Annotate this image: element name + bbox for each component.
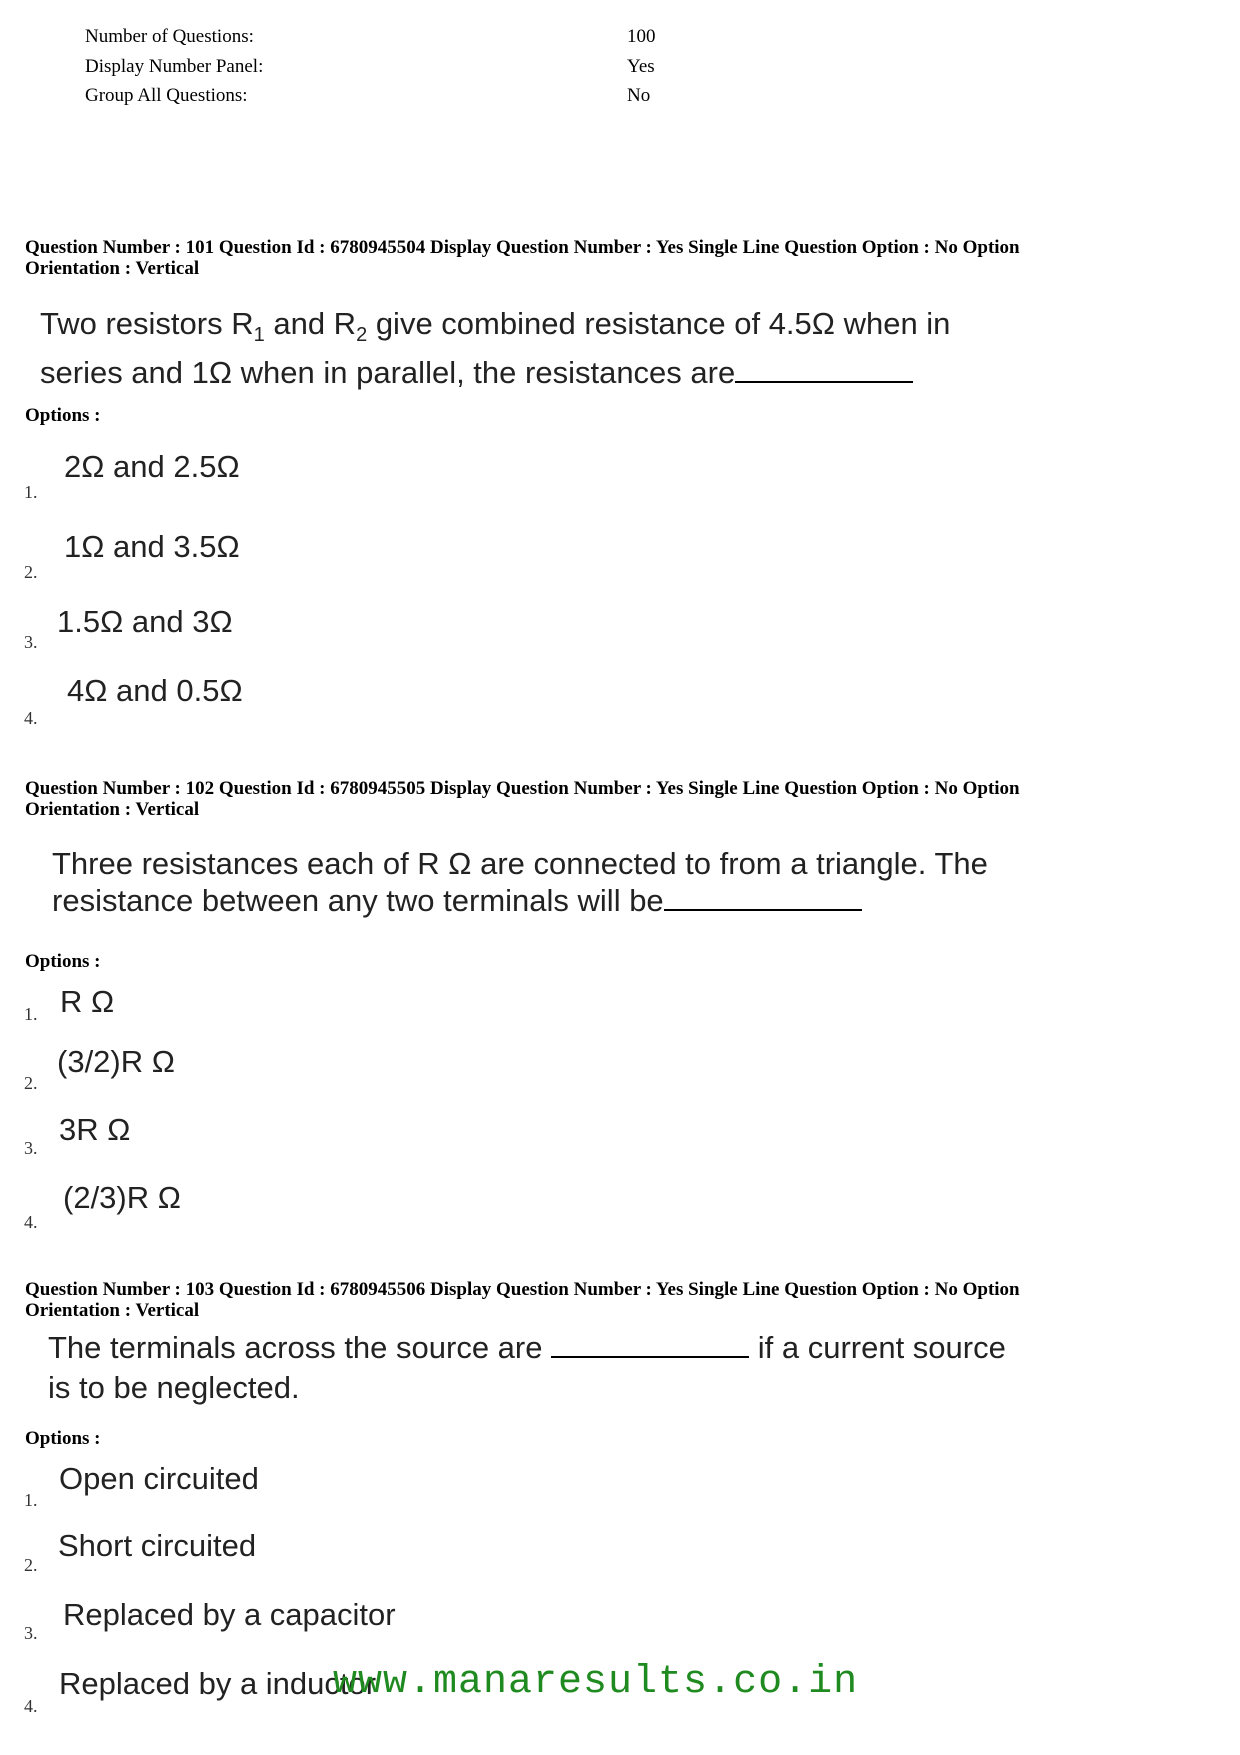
option-text: 1.5Ω and 3Ω [57, 604, 233, 639]
watermark-url: www.manaresults.co.in [333, 1660, 859, 1705]
meta-group-all-questions [85, 85, 651, 107]
meta-value: Yes [627, 56, 655, 77]
meta-label: Display Number Panel: [85, 56, 264, 77]
answer-blank [735, 380, 913, 383]
question-header-line: Orientation : Vertical [25, 258, 200, 279]
option-text: R Ω [60, 984, 115, 1019]
meta-label: Number of Questions: [85, 26, 254, 47]
options-label: Options : [25, 405, 101, 426]
question-header-line: Orientation : Vertical [25, 1300, 200, 1321]
question-102-header [25, 778, 1205, 820]
meta-value: No [627, 85, 651, 106]
option-number: 2. [24, 562, 38, 582]
question-101-header [25, 237, 1205, 279]
option-number: 3. [24, 632, 38, 652]
option-number: 1. [24, 482, 38, 502]
option-text: 3R Ω [59, 1112, 131, 1147]
option-number: 1. [24, 1490, 38, 1510]
option-text: Replaced by a capacitor [63, 1597, 396, 1632]
option-number: 4. [24, 708, 38, 728]
meta-label: Group All Questions: [85, 85, 248, 106]
option-text: Replaced by a inductor [59, 1666, 377, 1701]
answer-blank [664, 908, 862, 911]
answer-blank [551, 1355, 749, 1358]
option-number: 4. [24, 1212, 38, 1232]
option-text: Open circuited [59, 1461, 259, 1496]
question-header-line: Orientation : Vertical [25, 799, 200, 820]
meta-number-of-questions [85, 26, 656, 48]
question-header-line: Question Number : 101 Question Id : 6780945504 Display Question Number : Yes Single Line Question Option : No Option [25, 237, 1020, 258]
options-label: Options : [25, 951, 101, 972]
option-number: 1. [24, 1004, 38, 1024]
option-number: 2. [24, 1555, 38, 1575]
option-text: 4Ω and 0.5Ω [67, 673, 243, 708]
option-number: 3. [24, 1138, 38, 1158]
meta-value: 100 [627, 26, 656, 47]
option-text: (2/3)R Ω [63, 1180, 181, 1215]
question-103-header [25, 1279, 1205, 1321]
option-number: 3. [24, 1623, 38, 1643]
question-101-text: Two resistors $R_1$ and $R_2$ give combined resistance of 4.5Ω when in series and 1Ω when in parallel, the resistances are [40, 306, 951, 391]
option-text: 1Ω and 3.5Ω [64, 529, 240, 564]
option-text: (3/2)R Ω [57, 1044, 175, 1079]
option-number: 4. [24, 1696, 38, 1716]
options-label: Options : [25, 1428, 101, 1449]
question-header-line: Question Number : 102 Question Id : 6780945505 Display Question Number : Yes Single Line Question Option : No Option [25, 778, 1020, 799]
question-103-text: The terminals across the source are if a current source is to be neglected. [48, 1330, 1006, 1405]
question-header-line: Question Number : 103 Question Id : 6780945506 Display Question Number : Yes Single Line Question Option : No Option [25, 1279, 1020, 1300]
option-text: Short circuited [58, 1528, 257, 1563]
option-number: 2. [24, 1073, 38, 1093]
option-text: 2Ω and 2.5Ω [64, 449, 240, 484]
question-102-text: Three resistances each of R Ω are connected to from a triangle. The resistance between any two terminals will be [52, 846, 988, 918]
meta-display-number-panel [85, 56, 655, 78]
